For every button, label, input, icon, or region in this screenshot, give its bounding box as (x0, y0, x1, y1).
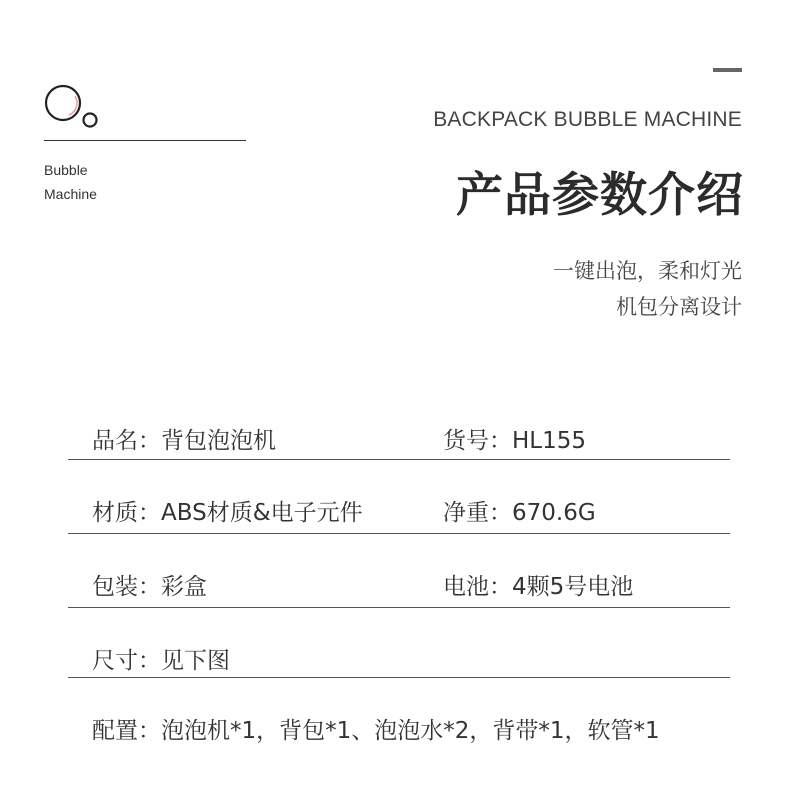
spec-product-name: 品名：背包泡泡机 (92, 428, 276, 454)
english-title: BACKPACK BUBBLE MACHINE (433, 108, 742, 131)
brand-name-line1: Bubble (44, 162, 88, 178)
spec-configuration: 配置：泡泡机*1，背包*1、泡泡水*2，背带*1，软管*1 (92, 718, 660, 744)
page-title: 产品参数介绍 (456, 168, 744, 223)
spec-net-weight: 净重：670.6G (443, 500, 596, 526)
logo-divider (44, 140, 246, 141)
spec-material: 材质：ABS材质&电子元件 (92, 500, 363, 526)
spec-row (68, 422, 730, 460)
spec-packaging: 包装：彩盒 (92, 574, 207, 600)
spec-row (68, 608, 730, 678)
spec-row (68, 460, 730, 534)
brand-name-line2: Machine (44, 186, 97, 202)
spec-item-number: 货号：HL155 (443, 428, 587, 454)
spec-row (68, 678, 730, 750)
spec-row (68, 534, 730, 608)
spec-size: 尺寸：见下图 (92, 648, 230, 674)
spec-battery: 电池：4颗5号电池 (443, 574, 634, 600)
tagline-line1: 一键出泡，柔和灯光 (553, 259, 742, 283)
bubble-logo-icon (42, 82, 102, 132)
tagline-line2: 机包分离设计 (616, 295, 742, 319)
spec-table (68, 422, 730, 750)
corner-dash (713, 68, 742, 72)
